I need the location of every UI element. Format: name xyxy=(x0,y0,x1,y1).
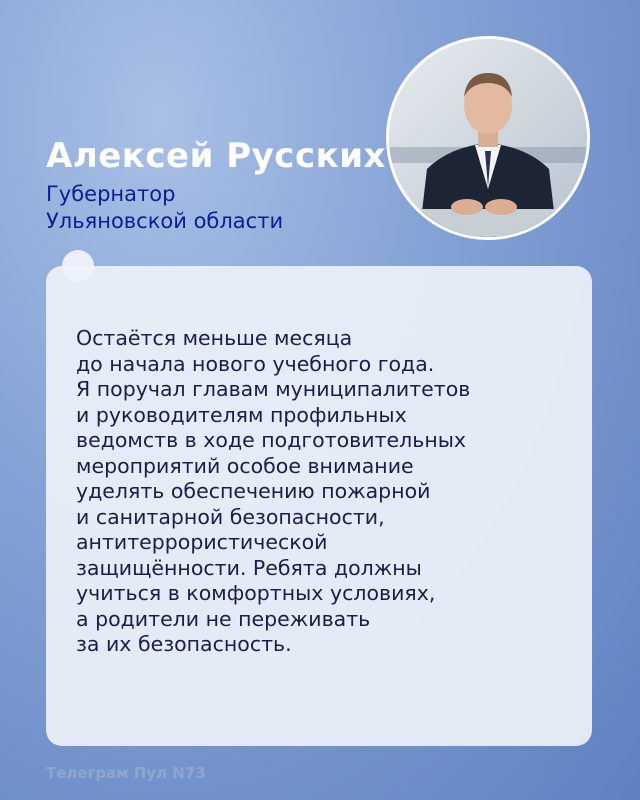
decorative-dot-icon xyxy=(62,250,94,282)
quote-line: и руководителям профильных xyxy=(76,402,407,427)
role-line-1: Губернатор xyxy=(46,182,176,206)
quote-text xyxy=(76,326,576,658)
quote-line: антитеррористической xyxy=(76,530,328,554)
quote-line: мероприятий особое внимание xyxy=(76,453,414,478)
quote-line: ведомств в ходе подготовительных xyxy=(76,428,467,452)
quote-line: защищённости. Ребята должны xyxy=(76,555,422,580)
portrait-avatar xyxy=(386,36,590,240)
quote-line: и санитарной безопасности, xyxy=(76,504,385,529)
quote-line: а родители не переживать xyxy=(76,606,371,631)
quote-line: до начала нового учебного года. xyxy=(76,351,435,376)
footer-source: Телеграм Пул N73 xyxy=(46,764,206,782)
role-line-2: Ульяновской области xyxy=(46,209,284,233)
quote-card xyxy=(46,266,592,746)
quote-line: Я поручал главам муниципалитетов xyxy=(76,377,471,401)
speaker-name: Алексей Русских xyxy=(46,136,386,176)
quote-line: уделять обеспечению пожарной xyxy=(76,479,431,503)
quote-line: за их безопасность. xyxy=(76,632,292,656)
quote-line: Остаётся меньше месяца xyxy=(76,326,353,350)
quote-line: учиться в комфортных условиях, xyxy=(76,581,436,605)
person-photo-icon xyxy=(389,39,587,237)
speaker-role xyxy=(46,181,366,235)
